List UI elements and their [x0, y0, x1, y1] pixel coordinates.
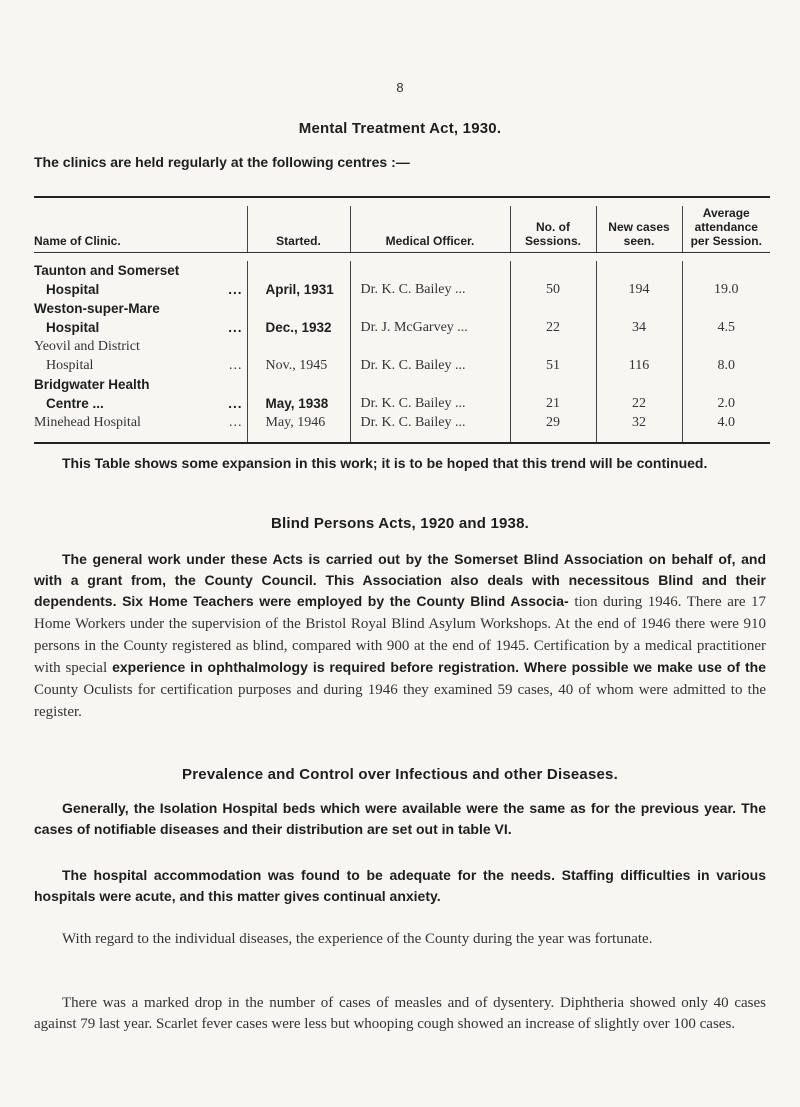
clinic-started: April, 1931 — [247, 261, 350, 299]
clinic-officer: Dr. J. McGarvey ... — [350, 299, 510, 337]
clinic-name: Weston-super-Mare Hospital ... — [34, 301, 243, 335]
clinic-new-cases: 32 — [596, 413, 682, 442]
table-header-row — [34, 206, 770, 252]
blind-persons-title: Blind Persons Acts, 1920 and 1938. — [270, 515, 530, 532]
blind-text-light-2: County Oculists for certification purposes and during 1946 they examined 59 cases, 40 of whom were admitted to the register. — [34, 682, 766, 720]
clinic-sessions: 22 — [510, 299, 596, 337]
infectious-p4-text: There was a marked drop in the number of cases of measles and of dysentery. Diphtheria showed only 40 cases against 79 last year. Scarlet fever cases were less but whooping cough showed an increase of slightly over 100 cases. — [34, 995, 766, 1032]
clinic-sessions: 21 — [510, 375, 596, 413]
clinic-average: 4.0 — [682, 413, 770, 442]
clinic-average: 8.0 — [682, 337, 770, 375]
table-row — [34, 413, 770, 442]
clinic-started: May, 1938 — [247, 375, 350, 413]
blind-text-light: tion during 1946. There are 17 Home Workers under the supervision of the Bristol Royal Blind Asylum Workshops. At the end of 1946 there were 910 persons in the County registered as blind, compared with 900 at the end of 1945. Certification by a medical practitioner with special — [34, 594, 766, 676]
blind-text-bold-2: experience in ophthalmology is required before registration. Where possible we make use of the — [112, 659, 766, 675]
clinic-average: 19.0 — [682, 261, 770, 299]
clinic-officer: Dr. K. C. Bailey ... — [350, 261, 510, 299]
infectious-paragraph-3 — [34, 929, 766, 950]
clinic-officer: Dr. K. C. Bailey ... — [350, 375, 510, 413]
clinic-new-cases: 194 — [596, 261, 682, 299]
infectious-p3-text: With regard to the individual diseases, the experience of the County during the year was fortunate. — [62, 931, 653, 947]
clinic-average: 4.5 — [682, 299, 770, 337]
clinics-table — [34, 196, 770, 444]
clinic-new-cases: 34 — [596, 299, 682, 337]
header-officer: Medical Officer. — [350, 206, 510, 252]
clinic-name: Minehead Hospital ... — [34, 415, 243, 430]
header-new-cases: New cases seen. — [596, 206, 682, 252]
table-header-rule — [34, 252, 770, 253]
clinic-new-cases: 116 — [596, 337, 682, 375]
table-note-text: This Table shows some expansion in this work; it is to be hoped that this trend will be continued. — [62, 455, 708, 471]
infectious-paragraph-1 — [34, 798, 766, 840]
header-sessions: No. of Sessions. — [510, 206, 596, 252]
blind-paragraph — [34, 549, 766, 723]
infectious-p2-text: The hospital accommodation was found to be adequate for the needs. Staffing difficulties in various hospitals were acute, and this matter gives continual anxiety. — [34, 867, 766, 904]
mental-treatment-title: Mental Treatment Act, 1930. — [298, 120, 502, 137]
header-average: Average attendance per Session. — [682, 206, 770, 252]
table-row — [34, 337, 770, 375]
clinic-name: Bridgwater Health Centre ... ... — [34, 377, 243, 411]
clinic-new-cases: 22 — [596, 375, 682, 413]
intro-text: The clinics are held regularly at the following centres :— — [34, 154, 410, 170]
clinic-sessions: 50 — [510, 261, 596, 299]
table-bottom-rule — [34, 442, 770, 444]
infectious-p1-text: Generally, the Isolation Hospital beds which were available were the same as for the previous year. The cases of notifiable diseases and their distribution are set out in table VI. — [34, 800, 766, 837]
clinic-started: Nov., 1945 — [247, 337, 350, 375]
table-row — [34, 261, 770, 299]
clinic-name: Taunton and Somerset Hospital ... — [34, 263, 243, 297]
table-top-rule — [34, 196, 770, 198]
infectious-diseases-title: Prevalence and Control over Infectious and other Diseases. — [182, 766, 618, 783]
infectious-paragraph-2 — [34, 865, 766, 907]
header-started: Started. — [247, 206, 350, 252]
table-note — [34, 453, 766, 474]
infectious-paragraph-4 — [34, 993, 766, 1035]
clinic-officer: Dr. K. C. Bailey ... — [350, 337, 510, 375]
page-number: 8 — [396, 80, 404, 95]
table-row — [34, 375, 770, 413]
header-name: Name of Clinic. — [34, 234, 121, 248]
blind-text-bold: The general work under these Acts is carried out by the Somerset Blind Association on behalf of, and with a grant from, the County Council. This Association also deals with necessitous Blind and their dependents. Six Home Teachers were employed by the County Blind Associa- — [34, 551, 766, 609]
clinic-average: 2.0 — [682, 375, 770, 413]
clinic-sessions: 29 — [510, 413, 596, 442]
mental-intro — [34, 152, 766, 173]
clinic-started: Dec., 1932 — [247, 299, 350, 337]
clinic-officer: Dr. K. C. Bailey ... — [350, 413, 510, 442]
clinic-started: May, 1946 — [247, 413, 350, 442]
clinic-name: Yeovil and District Hospital ... — [34, 339, 243, 373]
clinic-sessions: 51 — [510, 337, 596, 375]
table-row — [34, 299, 770, 337]
